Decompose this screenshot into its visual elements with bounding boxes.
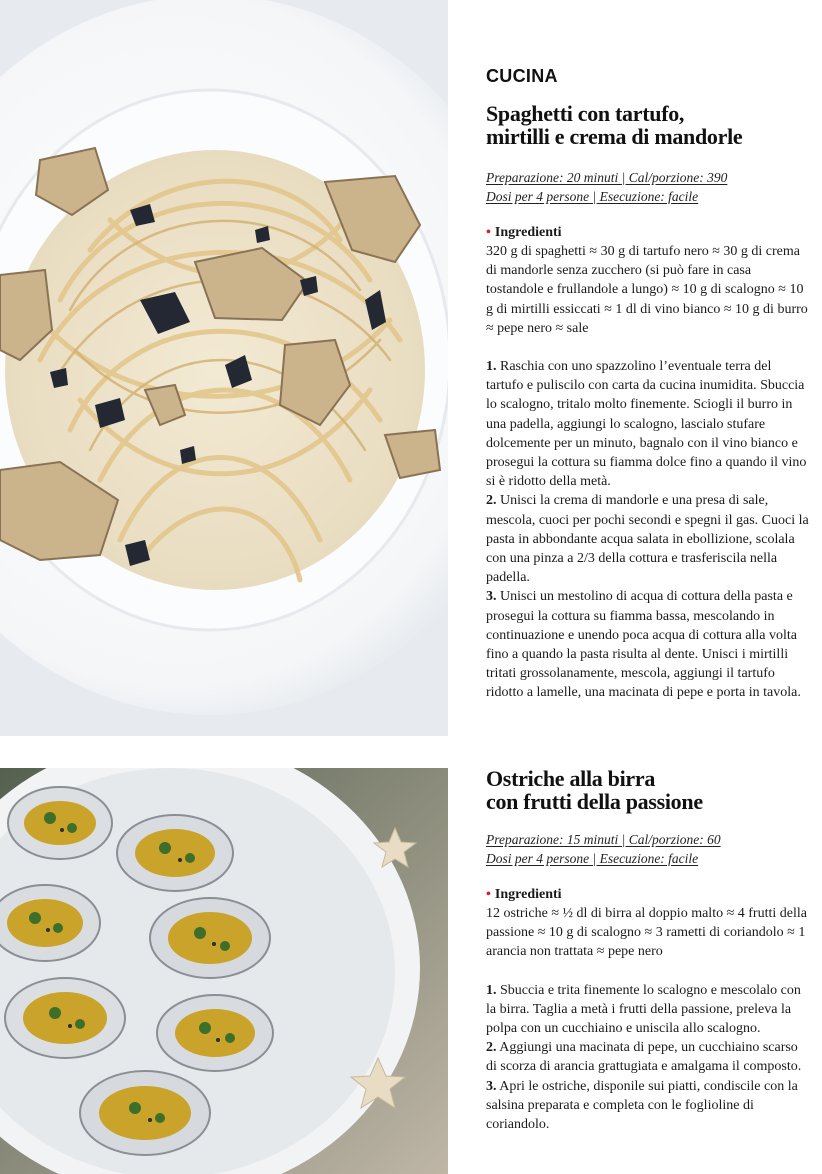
recipe-2-title-line-2: con frutti della passione <box>486 789 703 814</box>
step-text: Apri le ostriche, disponile sui piatti, condiscile con la salsina preparata e completa con le foglioline di coriandolo. <box>486 1078 798 1133</box>
recipe-1-ingredients: 320 g di spaghetti ≈ 30 g di tartufo nero ≈ 30 g di crema di mandorle senza zucchero (si può fare in casa tostandole e frullandole a lungo) ≈ 10 g di scalogno ≈ 10 g di mirtilli essiccati ≈ 1 dl di vino bianco ≈ 10 g di burro ≈ pepe nero ≈ sale <box>486 244 808 336</box>
step-number: 1. <box>486 359 497 375</box>
ingredients-heading-label: Ingredienti <box>494 225 562 240</box>
recipe-2-ingredients-heading <box>486 885 812 904</box>
recipe-2-meta-line-2: Dosi per 4 persone | Esecuzione: facile <box>486 851 699 866</box>
step-text: Unisci un mestolino di acqua di cottura della pasta e prosegui la cottura su fiamma bassa, mescolando in continuazione e unendo poca acqua di cottura alla volta fino a quando la pasta risulta al dente. Unisci i mirtilli tritati grossolanamente, mescola, aggiungi il tartufo ridotto a lamelle, una macinata di pepe e porta in tavola. <box>486 589 801 701</box>
step-number: 3. <box>486 589 497 605</box>
bullet-icon: • <box>486 225 491 240</box>
recipe-2-step-3 <box>486 1077 812 1135</box>
recipe-2-title-line-1: Ostriche alla birra <box>486 766 656 791</box>
recipe-2-meta <box>486 830 812 868</box>
recipe-2-meta-line-1: Preparazione: 15 minuti | Cal/porzione: 60 <box>486 832 721 847</box>
recipe-2-ingredients: 12 ostriche ≈ ½ dl di birra al doppio malto ≈ 4 frutti della passione ≈ 10 g di scalogno ≈ 3 rametti di coriandolo ≈ 1 arancia non trattata ≈ pepe nero <box>486 906 807 960</box>
recipe-2-step-1 <box>486 981 812 1039</box>
step-text: Unisci la crema di mandorle e una presa di sale, mescola, cuoci per pochi secondi e spegni il gas. Cuoci la pasta in abbondante acqua salata in ebollizione, scolala con una pinza a 2/3 della cottura e trasferiscila nella padella. <box>486 493 809 586</box>
oysters-photo <box>0 768 448 1174</box>
recipe-1-step-3 <box>486 587 812 702</box>
recipe-1-ingredients-heading <box>486 223 812 242</box>
recipe-2 <box>486 767 812 1134</box>
recipe-2-title <box>486 767 812 813</box>
recipe-1-meta <box>486 168 812 206</box>
recipe-1-step-1 <box>486 357 812 491</box>
step-number: 2. <box>486 493 497 509</box>
recipe-1-title <box>486 102 812 148</box>
recipe-1 <box>486 102 812 703</box>
bullet-icon: • <box>486 887 491 902</box>
recipe-1-meta-line-1: Preparazione: 20 minuti | Cal/porzione: 390 <box>486 170 728 185</box>
recipe-1-meta-line-2: Dosi per 4 persone | Esecuzione: facile <box>486 189 699 204</box>
section-label: CUCINA <box>486 66 558 86</box>
step-text: Raschia con uno spazzolino l’eventuale terra del tartufo e puliscilo con carta da cucina inumidita. Sbuccia lo scalogno, tritalo molto finemente. Sciogli il burro in una padella, aggiungi lo scalogno, lascialo stufare dolcemente per un minuto, bagnalo con il vino bianco e prosegui la cottura su fiamma dolce fino a quando il vino si è ridotto della metà. <box>486 359 807 490</box>
step-number: 2. <box>486 1040 497 1056</box>
spaghetti-photo <box>0 0 448 736</box>
recipe-1-title-line-1: Spaghetti con tartufo, <box>486 101 685 126</box>
recipe-1-step-2 <box>486 491 812 587</box>
recipe-2-step-2 <box>486 1038 812 1076</box>
step-text: Aggiungi una macinata di pepe, un cucchiaino scarso di scorza di arancia grattugiata e amalgama il composto. <box>486 1040 802 1075</box>
step-number: 1. <box>486 982 497 998</box>
step-number: 3. <box>486 1078 497 1094</box>
step-text: Sbuccia e trita finemente lo scalogno e mescolalo con la birra. Taglia a metà i frutti della passione, preleva la polpa con un cucchiaino e uniscila allo scalogno. <box>486 982 801 1037</box>
recipe-1-title-line-2: mirtilli e crema di mandorle <box>486 124 743 149</box>
ingredients-heading-label: Ingredienti <box>494 887 562 902</box>
